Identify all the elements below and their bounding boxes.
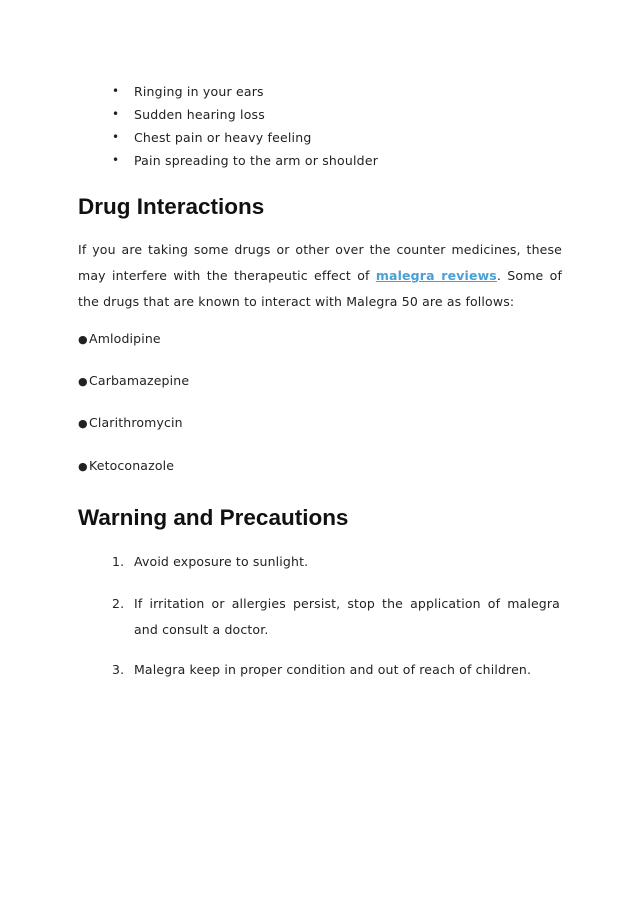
list-number: 1. [112,554,125,569]
list-item [78,371,189,392]
symptom-text: Pain spreading to the arm or shoulder [134,153,379,168]
intro-text-after-link: . Some of the drugs that are known to interact with Malegra 50 are as follows: [78,268,562,309]
list-item [0,126,638,149]
bullet-icon: ● [78,460,88,473]
list-item [78,456,174,477]
drug-name: Carbamazepine [89,373,190,388]
bullet-icon: • [112,153,120,167]
bullet-icon: • [112,84,120,98]
symptom-list [0,80,638,172]
bullet-icon: ● [78,333,88,346]
symptom-text: Ringing in your ears [134,84,264,99]
drug-interactions-heading: Drug Interactions [78,194,265,219]
bullet-icon: ● [78,417,88,430]
bullet-icon: • [112,107,120,121]
intro-text-before-link: If you are taking some drugs or other over the counter medicines, these may interfere with the therapeutic effect of [78,242,562,283]
precaution-text: Malegra keep in proper condition and out of reach of children. [134,662,532,677]
drug-name: Ketoconazole [89,458,175,473]
symptom-text: Chest pain or heavy feeling [134,130,312,145]
list-item [0,103,638,126]
list-number: 3. [112,662,125,677]
list-item [0,149,638,172]
drug-interactions-intro [78,237,562,315]
list-number: 2. [112,596,125,611]
malegra-reviews-link[interactable]: malegra reviews [375,268,497,283]
list-item [78,413,183,434]
drug-name: Clarithromycin [89,415,183,430]
symptom-text: Sudden hearing loss [134,107,265,122]
drug-name: Amlodipine [89,331,161,346]
precaution-text: If irritation or allergies persist, stop the application of malegra and consult a doctor. [134,596,560,637]
list-item [78,329,161,350]
list-item [0,80,638,103]
bullet-icon: ● [78,375,88,388]
bullet-icon: • [112,130,120,144]
precaution-text: Avoid exposure to sunlight. [134,554,309,569]
warnings-heading: Warning and Precautions [78,505,349,530]
